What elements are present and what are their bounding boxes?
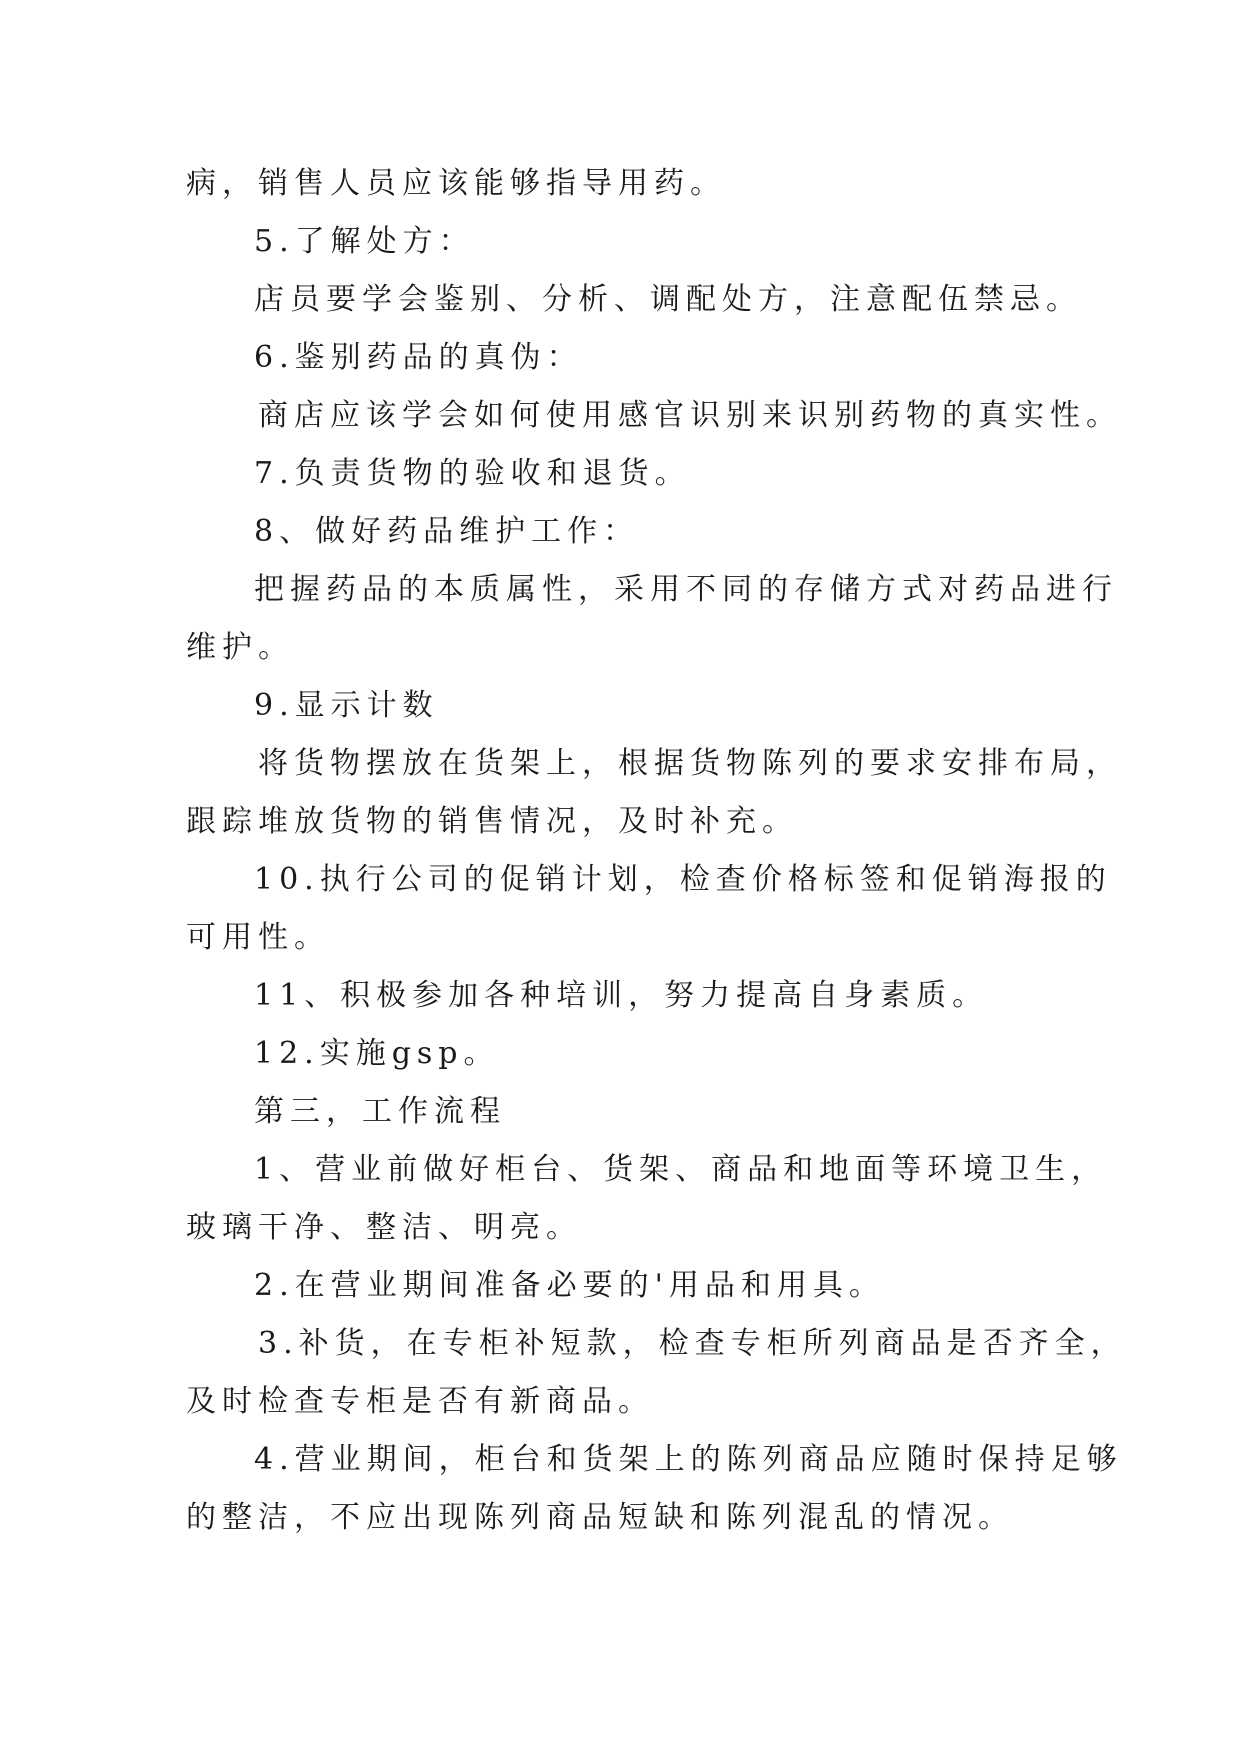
section-heading: 6.鉴别药品的真伪： bbox=[254, 340, 583, 375]
text-line: 12.实施gsp。 bbox=[254, 1036, 500, 1071]
text-line: 维护。 bbox=[186, 630, 294, 665]
section-heading: 5.了解处方： bbox=[254, 224, 475, 259]
text-line: 及时检查专柜是否有新商品。 bbox=[186, 1384, 654, 1419]
text-line: 11、积极参加各种培训，努力提高自身素质。 bbox=[254, 978, 989, 1013]
text-line: 3.补货，在专柜补短款，检查专柜所列商品是否齐全， bbox=[258, 1326, 1127, 1361]
section-heading: 9.显示计数 bbox=[254, 688, 439, 723]
text-line: 2.在营业期间准备必要的'用品和用具。 bbox=[254, 1268, 885, 1303]
text-line: 跟踪堆放货物的销售情况，及时补充。 bbox=[186, 804, 798, 839]
text-line: 10.执行公司的促销计划，检查价格标签和促销海报的 bbox=[254, 862, 1112, 897]
section-heading: 7.负责货物的验收和退货。 bbox=[254, 456, 691, 491]
text-line: 将货物摆放在货架上，根据货物陈列的要求安排布局， bbox=[258, 746, 1122, 781]
text-line: 4.营业期间，柜台和货架上的陈列商品应随时保持足够 bbox=[254, 1442, 1123, 1477]
text-line: 商店应该学会如何使用感官识别来识别药物的真实性。 bbox=[258, 398, 1122, 433]
text-line: 可用性。 bbox=[186, 920, 330, 955]
text-line: 的整洁，不应出现陈列商品短缺和陈列混乱的情况。 bbox=[186, 1500, 1014, 1535]
text-line: 玻璃干净、整洁、明亮。 bbox=[186, 1210, 582, 1245]
text-line: 1、营业前做好柜台、货架、商品和地面等环境卫生， bbox=[254, 1152, 1108, 1187]
text-line: 病，销售人员应该能够指导用药。 bbox=[186, 166, 726, 201]
section-heading: 8、做好药品维护工作： bbox=[254, 514, 640, 549]
text-line: 店员要学会鉴别、分析、调配处方，注意配伍禁忌。 bbox=[254, 282, 1082, 317]
section-heading: 第三，工作流程 bbox=[254, 1094, 506, 1129]
text-line: 把握药品的本质属性，采用不同的存储方式对药品进行 bbox=[254, 572, 1118, 607]
